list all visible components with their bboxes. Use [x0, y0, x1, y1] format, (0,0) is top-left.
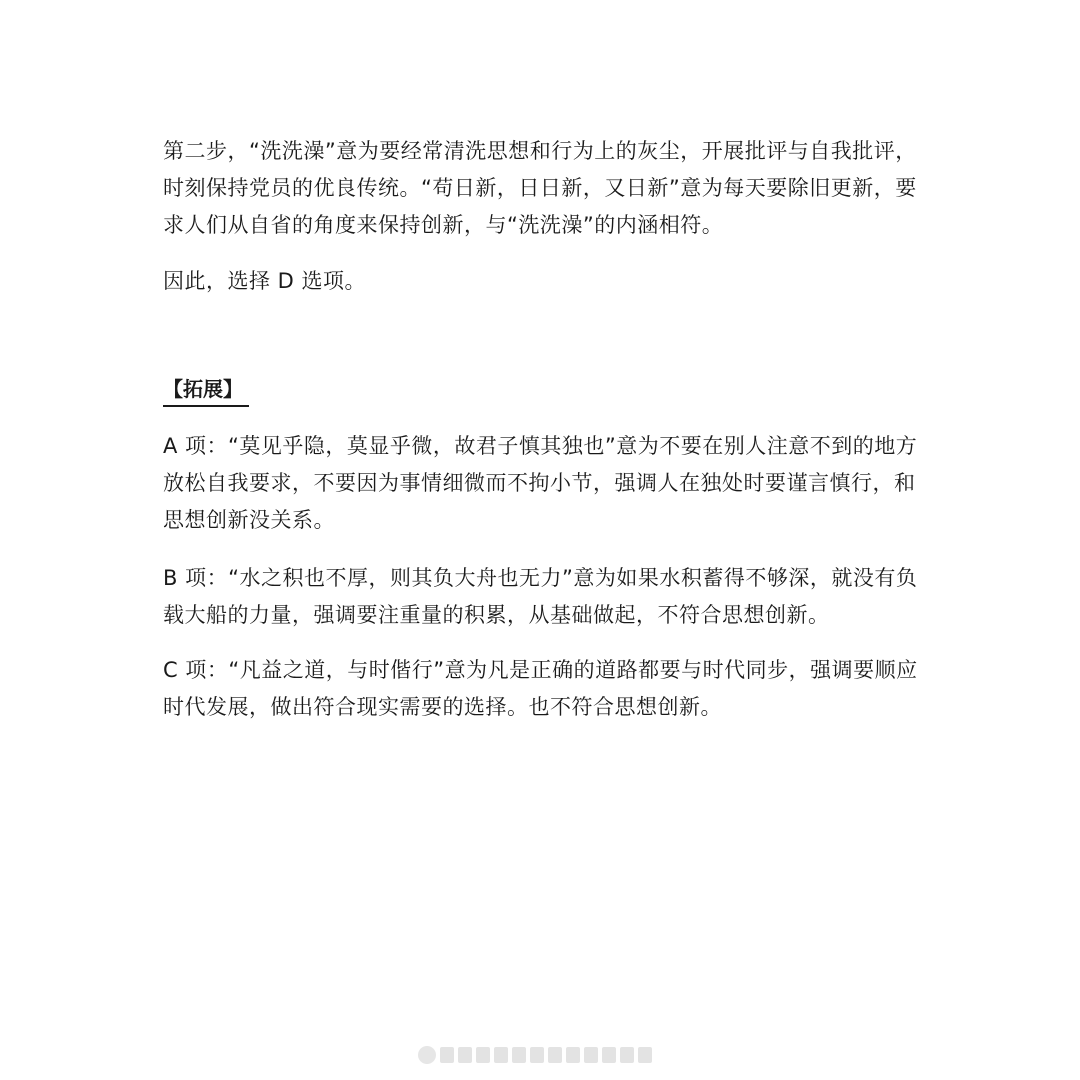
step-two-paragraph: 第二步，“洗洗澡”意为要经常清洗思想和行为上的灰尘，开展批评与自我批评，时刻保持党员的优良传统。“苟日新，日日新，又日新”意为每天要除旧更新，要求人们从自省的角度来保持创新，与“洗洗澡”的内涵相符。 [163, 139, 917, 237]
extension-heading: 【拓展】 [163, 374, 249, 407]
option-c-paragraph: C 项：“凡益之道，与时偕行”意为凡是正确的道路都要与时代同步，强调要顺应时代发展，做出符合现实需要的选择。也不符合思想创新。 [163, 658, 918, 719]
conclusion-paragraph: 因此，选择 D 选项。 [163, 269, 367, 293]
blurred-watermark-icon [418, 1043, 660, 1067]
option-a-paragraph: A 项：“莫见乎隐，莫显乎微，故君子慎其独也”意为不要在别人注意不到的地方放松自我要求，不要因为事情细微而不拘小节，强调人在独处时要谨言慎行，和思想创新没关系。 [163, 434, 918, 532]
option-b-paragraph: B 项：“水之积也不厚，则其负大舟也无力”意为如果水积蓄得不够深，就没有负载大船的力量，强调要注重量的积累，从基础做起，不符合思想创新。 [163, 566, 918, 627]
watermark-avatar-icon [418, 1046, 436, 1064]
